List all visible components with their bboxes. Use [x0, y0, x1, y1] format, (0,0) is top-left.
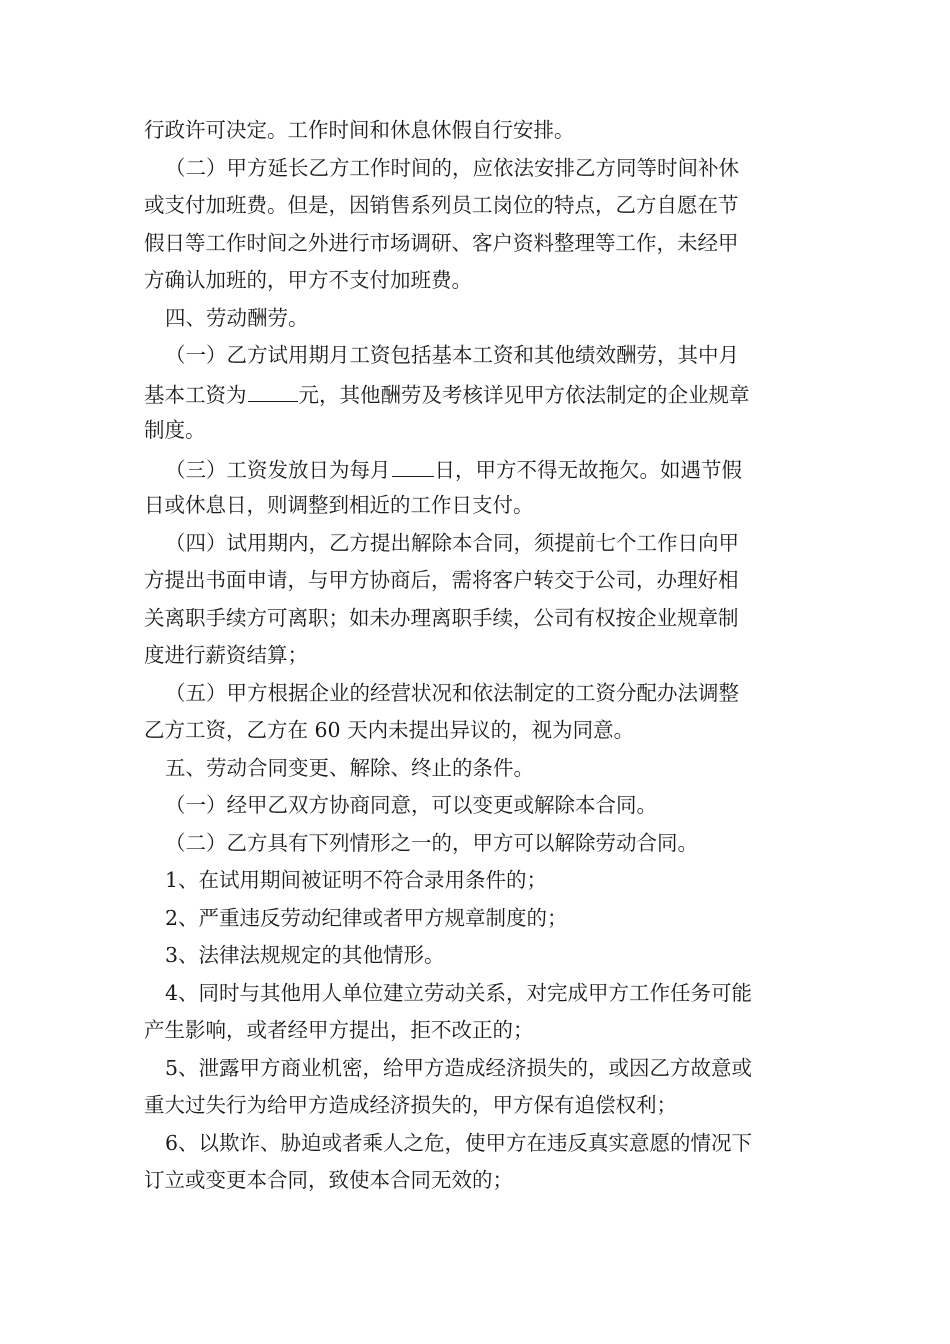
text-segment: 元，其他酬劳及考核详见甲方依法制定的企业规章: [298, 382, 750, 407]
text-line: 订立或变更本合同，致使本合同无效的；: [144, 1168, 513, 1192]
list-item: 6、以欺诈、胁迫或者乘人之危，使甲方在违反真实意愿的情况下: [165, 1130, 753, 1155]
clause-mutual-agreement: （一）经甲乙双方协商同意，可以变更或解除本合同。: [165, 793, 657, 817]
clause-overtime: （二）甲方延长乙方工作时间的，应依法安排乙方同等时间补休: [165, 155, 739, 180]
clause-termination-conditions: （二）乙方具有下列情形之一的，甲方可以解除劳动合同。: [165, 830, 698, 855]
list-item: 3、法律法规规定的其他情形。: [165, 943, 445, 967]
text-line: 重大过失行为给甲方造成经济损失的，甲方保有追偿权利；: [144, 1093, 677, 1117]
section-heading-contract-changes: 五、劳动合同变更、解除、终止的条件。: [165, 755, 534, 780]
text-line: 关离职手续方可离职；如未办理离职手续，公司有权按企业规章制: [144, 605, 739, 630]
text-line: 行政许可决定。工作时间和休息休假自行安排。: [144, 118, 575, 142]
text-line: 方提出书面申请，与甲方协商后，需将客户转交于公司，办理好相: [144, 568, 739, 592]
fill-in-blank: [248, 375, 298, 402]
clause-payday: [144, 450, 806, 488]
list-item: 4、同时与其他用人单位建立劳动关系，对完成甲方工作任务可能: [165, 980, 753, 1005]
text-segment: （三）工资发放日为每月: [165, 457, 391, 482]
text-segment: 基本工资为: [144, 382, 247, 407]
list-item: 1、在试用期间被证明不符合录用条件的；: [165, 868, 548, 892]
text-line: 日或休息日，则调整到相近的工作日支付。: [144, 493, 534, 517]
text-line-with-blank: [144, 375, 806, 413]
text-line: 产生影响，或者经甲方提出，拒不改正的；: [144, 1018, 534, 1042]
clause-salary-adjustment: （五）甲方根据企业的经营状况和依法制定的工资分配办法调整: [165, 680, 739, 705]
list-item: 5、泄露甲方商业机密，给甲方造成经济损失的，或因乙方故意或: [165, 1055, 753, 1080]
section-heading-remuneration: 四、劳动酬劳。: [165, 305, 309, 330]
text-line: 度进行薪资结算；: [144, 643, 308, 667]
text-line: 假日等工作时间之外进行市场调研、客户资料整理等工作，未经甲: [144, 230, 739, 255]
list-item: 2、严重违反劳动纪律或者甲方规章制度的；: [165, 905, 568, 930]
text-segment: 日，甲方不得无故拖欠。如遇节假: [434, 457, 742, 482]
text-line: 或支付加班费。但是，因销售系列员工岗位的特点，乙方自愿在节: [144, 193, 739, 217]
clause-probation-salary: （一）乙方试用期月工资包括基本工资和其他绩效酬劳，其中月: [165, 343, 739, 367]
text-line: 方确认加班的，甲方不支付加班费。: [144, 268, 472, 292]
text-line: 制度。: [144, 418, 206, 442]
clause-probation-termination: （四）试用期内，乙方提出解除本合同，须提前七个工作日向甲: [165, 530, 739, 555]
document-page: [144, 112, 806, 1200]
fill-in-blank: [392, 450, 434, 477]
text-line: 乙方工资，乙方在 60 天内未提出异议的，视为同意。: [144, 718, 635, 742]
